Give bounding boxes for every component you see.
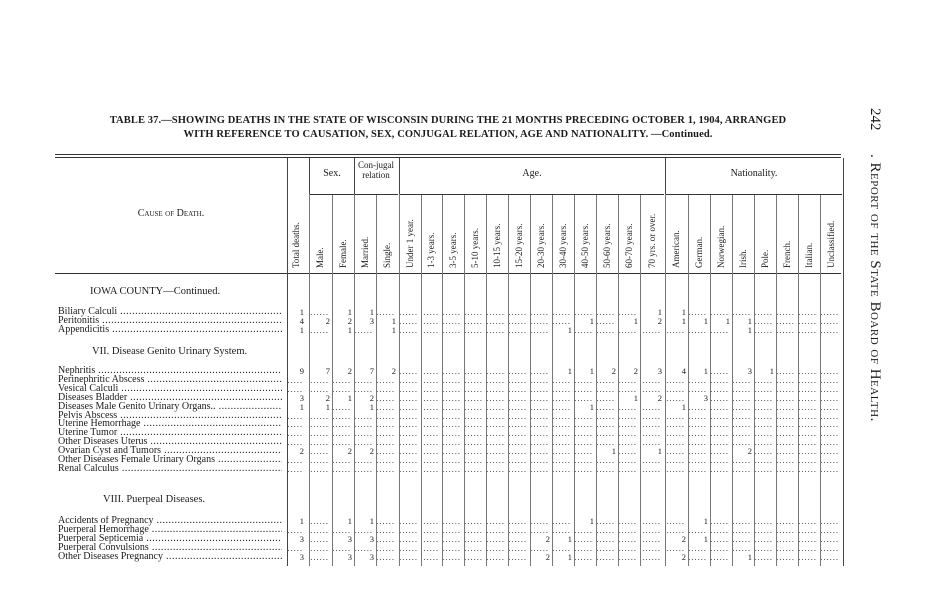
table-cell: 1 [299, 307, 304, 317]
table-cell: 3 [369, 315, 374, 326]
table-cell [597, 464, 616, 474]
table-cell [575, 464, 594, 474]
table-cell: 1 [747, 551, 752, 562]
table-cell [531, 464, 550, 474]
column-header: 10-15 years. [491, 223, 502, 268]
cause-label: Puerperal Hemorrhage ..... [58, 525, 282, 535]
table-cell: 1 [589, 366, 594, 376]
table-cell: 4 [681, 366, 686, 376]
table-cell [711, 552, 730, 562]
table-cell [689, 552, 708, 562]
table-cell [641, 325, 662, 335]
table-title-line-2: WITH REFERENCE TO CAUSATION, SEX, CONJUGAL RELATION, AGE AND NATIONALITY. —Continued. [183, 129, 713, 140]
column-header: Male. [315, 247, 325, 268]
table-cell: 2 [657, 392, 662, 403]
column-header: 50-60 years. [601, 223, 612, 268]
table-cell [553, 464, 572, 474]
column-divider-major [287, 158, 288, 566]
cause-of-death-header: Cause of Death. [137, 208, 205, 219]
table-cell: 1 [299, 516, 304, 526]
table-cell: 2 [369, 392, 374, 403]
table-cell: 1 [703, 533, 708, 544]
table-cell [619, 325, 638, 335]
table-cell [821, 325, 840, 335]
column-header: 20-30 years. [535, 223, 546, 268]
table-cell [821, 464, 840, 474]
column-header: 5-10 years. [469, 228, 480, 268]
table-cell: 2 [611, 366, 616, 376]
table-cell [689, 325, 708, 335]
table-cell [666, 325, 686, 335]
table-cell: 1 [299, 401, 304, 412]
cause-label: Puerperal Convulsions ..... [58, 543, 282, 553]
table-cell: 1 [747, 315, 752, 326]
table-cell [755, 464, 774, 474]
table-cell: 1 [325, 401, 330, 412]
table-cell: 2 [545, 551, 550, 562]
group-underline [400, 194, 664, 195]
table-cell [310, 464, 330, 474]
group-underline [666, 194, 842, 195]
table-cell: 9 [299, 366, 304, 376]
table-cell: 1 [567, 551, 572, 562]
table-cell: 1 [657, 307, 662, 317]
cause-label: Perinephritic Abscess ..... [58, 375, 282, 385]
table-cell [487, 552, 506, 562]
table-cell: 2 [681, 551, 686, 562]
cause-label: Biliary Calculi ..... [58, 307, 282, 317]
table-cell: 3 [299, 533, 304, 544]
column-divider-major [843, 158, 844, 566]
conjugal-group-header: Con-jugal relation [358, 160, 394, 180]
column-header: Total deaths. [291, 222, 301, 268]
table-cell [799, 325, 818, 335]
column-header: German. [693, 236, 704, 268]
table-cell [443, 464, 462, 474]
section-title: VIII. Puerpeal Diseases. [103, 494, 206, 505]
table-cell: 1 [347, 392, 352, 403]
sex-group-header: Sex. [323, 168, 341, 179]
page-margin [853, 108, 883, 588]
table-cell: 7 [325, 366, 330, 376]
table-cell: 1 [369, 516, 374, 526]
table-title-line-1: TABLE 37.—SHOWING DEATHS IN THE STATE OF WISCONSIN DURING THE 21 MONTHS PRECEDING OCTOBER 1, 1904, ARRANGED [109, 115, 787, 126]
table-cell: 2 [681, 533, 686, 544]
table-cell: 1 [567, 533, 572, 544]
table-cell [400, 464, 419, 474]
table-cell: 3 [347, 551, 352, 562]
column-header: 40-50 years. [579, 223, 590, 268]
cause-label: Vesical Calculi ..... [58, 384, 282, 394]
table-cell [799, 464, 818, 474]
table-cell [777, 552, 796, 562]
table-cell [422, 464, 440, 474]
table-cell: 2 [325, 315, 330, 326]
table-cell: 2 [325, 392, 330, 403]
column-header: Norwegian. [715, 225, 726, 268]
table-cell: 1 [299, 324, 304, 335]
table-title [48, 114, 848, 142]
table-cell [711, 464, 730, 474]
table-cell: 1 [633, 392, 638, 403]
running-head: . Report of the State Board of Health. [867, 154, 883, 422]
table-cell: 1 [681, 401, 686, 412]
table-cell [355, 325, 374, 335]
column-header: 70 yrs. or over. [646, 213, 657, 268]
table-cell [777, 325, 796, 335]
table-cell: 3 [299, 392, 304, 403]
table-cell: 3 [747, 366, 752, 376]
table-cell: 1 [391, 324, 396, 335]
table-cell [333, 464, 352, 474]
table-cell [619, 464, 638, 474]
column-header: Italian. [803, 242, 814, 268]
table-cell: 2 [347, 366, 352, 376]
table-cell: 1 [391, 315, 396, 326]
table-cell: 2 [347, 315, 352, 326]
column-header: Pole. [759, 249, 770, 268]
table-cell: 1 [681, 307, 686, 317]
column-header: Unclassified. [825, 220, 836, 268]
page-number: 242 [867, 108, 883, 131]
table-cell: 1 [589, 315, 594, 326]
table-cell [400, 552, 419, 562]
group-underline [355, 194, 398, 195]
table-cell [509, 325, 528, 335]
table-cell: 2 [657, 315, 662, 326]
table-cell [443, 325, 462, 335]
column-header: Female. [337, 239, 348, 268]
column-header: 1-3 years. [426, 232, 436, 268]
group-underline [310, 194, 354, 195]
column-header: 3-5 years. [447, 232, 458, 268]
table-cell: 1 [347, 516, 352, 526]
table-cell [575, 325, 594, 335]
cause-label: Appendicitis ..... [58, 325, 282, 335]
table-cell: 3 [703, 392, 708, 403]
section-title: VII. Disease Genito Urinary System. [92, 346, 248, 357]
table-cell: 3 [369, 551, 374, 562]
cause-label: Uterine Hemorrhage ..... [58, 419, 282, 429]
table-cell: 1 [725, 315, 730, 326]
cause-label: Ovarian Cyst and Tumors ..... [58, 446, 282, 456]
table-cell: 3 [369, 533, 374, 544]
table-cell: 1 [347, 324, 352, 335]
table-cell [422, 325, 440, 335]
table-cell [443, 552, 462, 562]
table-cell [821, 552, 840, 562]
cause-label: Other Diseases Pregnancy ..... [58, 552, 282, 562]
table-cell: 1 [703, 366, 708, 376]
table-cell: 2 [391, 366, 396, 376]
table-cell: 1 [633, 315, 638, 326]
age-group-header: Age. [522, 168, 542, 179]
table-cell [422, 552, 440, 562]
table-cell: 4 [299, 315, 304, 326]
table-cell [666, 464, 686, 474]
table-cell [575, 552, 594, 562]
table-cell [531, 325, 550, 335]
table-cell: 2 [545, 533, 550, 544]
table-cell [355, 464, 374, 474]
cause-label: Nephritis ..... [58, 366, 282, 376]
table-cell [509, 552, 528, 562]
cause-label: Diseases Male Genito Urinary Organs.. ..... [58, 402, 282, 412]
column-header: French. [781, 240, 792, 268]
table-cell: 3 [347, 533, 352, 544]
table-cell [465, 552, 484, 562]
section-title: IOWA COUNTY—Continued. [90, 286, 221, 297]
table-cell [377, 552, 396, 562]
table-cell: 1 [703, 315, 708, 326]
cause-label: Other Diseases Uterus ..... [58, 437, 282, 447]
header-bottom-rule [55, 273, 841, 274]
table-cell [641, 552, 662, 562]
table-cell: 1 [611, 446, 616, 457]
cause-label: Pelvis Abscess ..... [58, 411, 282, 421]
table-cell: 2 [369, 446, 374, 457]
cause-label: Other Diseases Female Urinary Organs ..... [58, 455, 282, 465]
table-cell: 1 [703, 516, 708, 526]
table-cell [377, 464, 396, 474]
table-cell: 1 [657, 446, 662, 457]
top-double-rule-upper [55, 154, 841, 155]
table-cell [310, 325, 330, 335]
table-cell [597, 552, 616, 562]
table-cell [689, 464, 708, 474]
table-cell: 1 [347, 307, 352, 317]
table-cell [733, 464, 752, 474]
table-cell [799, 552, 818, 562]
table-cell: 1 [369, 401, 374, 412]
cause-label: Renal Calculus ..... [58, 464, 282, 474]
column-header: American. [671, 230, 681, 268]
table-cell: 7 [369, 366, 374, 376]
column-header: 60-70 years. [623, 223, 634, 268]
table-cell [310, 552, 330, 562]
table-cell [465, 464, 484, 474]
table-cell: 3 [657, 366, 662, 376]
table-cell: 1 [567, 366, 572, 376]
table-cell: 2 [299, 446, 304, 457]
table-cell [777, 464, 796, 474]
table-cell [619, 552, 638, 562]
table-cell: 2 [347, 446, 352, 457]
column-header: 15-20 years. [513, 223, 524, 268]
table-cell: 3 [299, 551, 304, 562]
table-cell: 1 [589, 516, 594, 526]
column-header: Married. [359, 236, 370, 268]
table-cell: 1 [747, 324, 752, 335]
cause-label: Diseases Bladder ..... [58, 393, 282, 403]
table-cell [509, 464, 528, 474]
top-double-rule-lower [55, 157, 841, 158]
column-header: 30-40 years. [557, 223, 568, 268]
table-cell [755, 552, 774, 562]
table-cell: 1 [769, 366, 774, 376]
table-cell [755, 325, 774, 335]
table-cell [487, 464, 506, 474]
table-cell: 1 [681, 315, 686, 326]
column-header: Irish. [737, 249, 748, 268]
table-cell: 1 [369, 307, 374, 317]
table-cell: 1 [589, 401, 594, 412]
table-cell [641, 464, 662, 474]
table-cell [288, 464, 304, 474]
cause-label: Uterine Tumor ..... [58, 428, 282, 438]
table-cell: 1 [567, 324, 572, 335]
table-cell [597, 325, 616, 335]
table-cell [465, 325, 484, 335]
table-cell [711, 325, 730, 335]
cause-label: Puerperal Septicemia ..... [58, 534, 282, 544]
nationality-group-header: Nationality. [730, 168, 778, 179]
table-cell: 2 [747, 446, 752, 457]
column-header: Under 1 year. [404, 219, 415, 268]
cause-label: Accidents of Pregnancy ..... [58, 516, 282, 526]
table-cell [487, 325, 506, 335]
cause-label: Peritonitis ..... [58, 316, 282, 326]
table-cell: 2 [633, 366, 638, 376]
column-header: Single. [381, 242, 392, 268]
table-cell [400, 325, 419, 335]
